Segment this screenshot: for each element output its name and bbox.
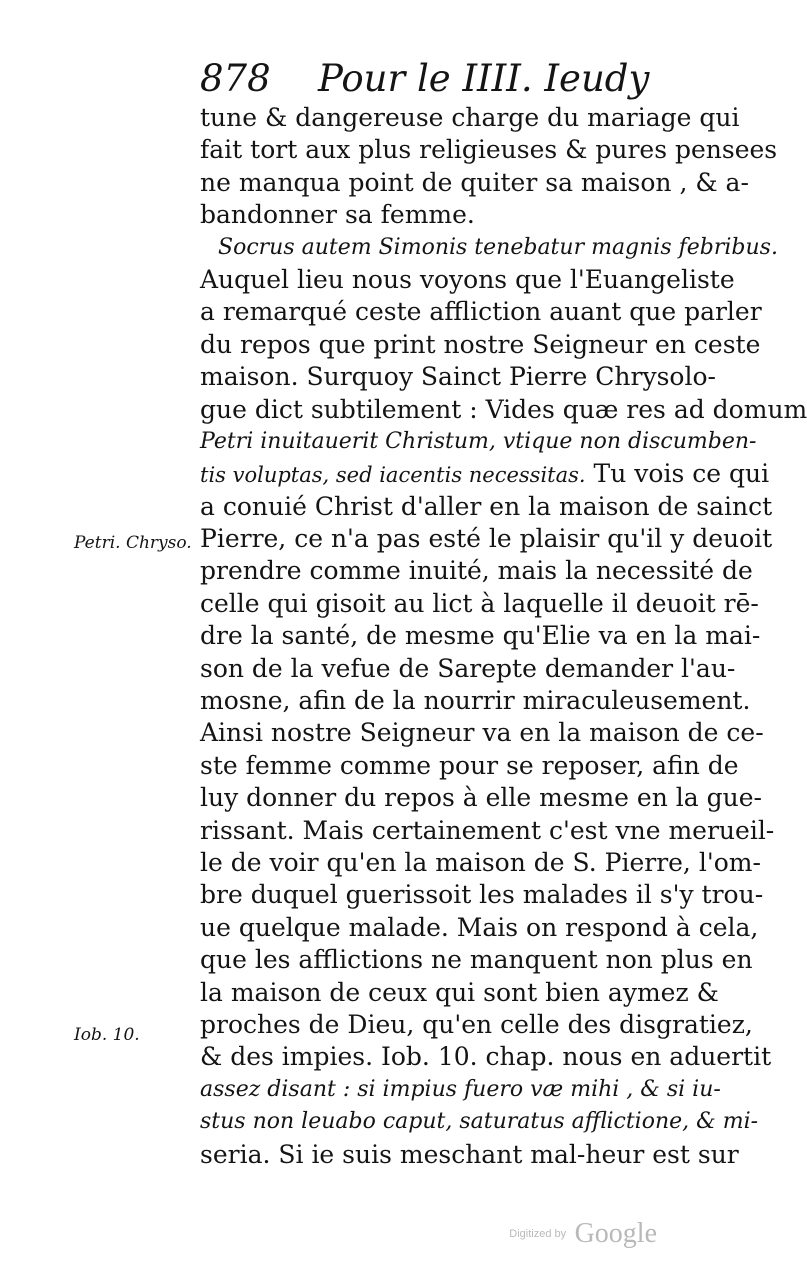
text-line: son de la vefue de Sarepte demander l'au-: [200, 653, 736, 683]
page-header: [200, 56, 700, 102]
text-line: le de voir qu'en la maison de S. Pierre, l'om-: [200, 847, 761, 877]
text-line: [200, 458, 770, 490]
text-line: tune & dangereuse charge du mariage qui: [200, 103, 740, 132]
text-line: proches de Dieu, qu'en celle des disgratiez,: [200, 1009, 753, 1039]
text-line: que les afflictions ne manquent non plus en: [200, 945, 753, 975]
text-line: a remarqué ceste affliction auant que parler: [200, 297, 762, 327]
latin-quotation: assez disant : si impius fuero væ mihi , & si iu-: [200, 1076, 721, 1102]
marginal-note: Petri. Chryso.: [74, 533, 192, 553]
text-line: & des impies. Iob. 10. chap. nous en aduertit: [200, 1042, 772, 1072]
latin-quotation: Petri inuitauerit Christum, vtique non discumben-: [200, 428, 757, 454]
latin-quotation: tis voluptas, sed iacentis necessitas.: [200, 463, 586, 488]
latin-quotation: Socrus autem Simonis tenebatur magnis febribus.: [218, 234, 778, 260]
text-line: gue dict subtilement : Vides quæ res ad domum: [200, 394, 807, 424]
digitization-watermark: [509, 1218, 657, 1250]
text-line: fait tort aux plus religieuses & pures pensees: [200, 135, 778, 165]
latin-quotation: stus non leuabo caput, saturatus afflictione, & mi-: [200, 1109, 759, 1135]
text-line: Pierre, ce n'a pas esté le plaisir qu'il y deuoit: [200, 524, 773, 554]
marginal-note: Iob. 10.: [74, 1025, 140, 1045]
google-logo: Google: [574, 1218, 657, 1249]
text-line: luy donner du repos à elle mesme en la gue-: [200, 783, 762, 813]
text-line: dre la santé, de mesme qu'Elie va en la mai-: [200, 621, 761, 651]
text-line: ste femme comme pour se reposer, afin de: [200, 750, 739, 780]
text-line: celle qui gisoit au lict à laquelle il deuoit rē-: [200, 588, 759, 618]
text-line: a conuié Christ d'aller en la maison de sainct: [200, 491, 773, 521]
text-line: ue quelque malade. Mais on respond à cela,: [200, 912, 759, 942]
text-line: prendre comme inuité, mais la necessité de: [200, 556, 753, 586]
text-line: mosne, afin de la nourrir miraculeusement.: [200, 686, 751, 716]
text-line: la maison de ceux qui sont bien aymez &: [200, 977, 719, 1007]
text-line: Ainsi nostre Seigneur va en la maison de ce-: [200, 718, 764, 748]
text-line: du repos que print nostre Seigneur en ceste: [200, 329, 761, 359]
text-line: bandonner sa femme.: [200, 200, 475, 230]
text-line: rissant. Mais certainement c'est vne merueil-: [200, 815, 775, 845]
text-line: Auquel lieu nous voyons que l'Euangeliste: [200, 264, 735, 294]
text-line: seria. Si ie suis meschant mal-heur est sur: [200, 1139, 739, 1169]
page-number: 878: [200, 57, 271, 100]
text-line: maison. Surquoy Sainct Pierre Chrysolo-: [200, 362, 716, 392]
body-text: [200, 102, 807, 1171]
text-line: ne manqua point de quiter sa maison , & a-: [200, 167, 749, 197]
running-title: Pour le IIII. Ieudy: [318, 57, 650, 100]
text-line: bre duquel guerissoit les malades il s'y trou-: [200, 880, 764, 910]
text-fragment: Tu vois ce qui: [593, 459, 770, 489]
watermark-prefix: Digitized by: [509, 1228, 567, 1240]
